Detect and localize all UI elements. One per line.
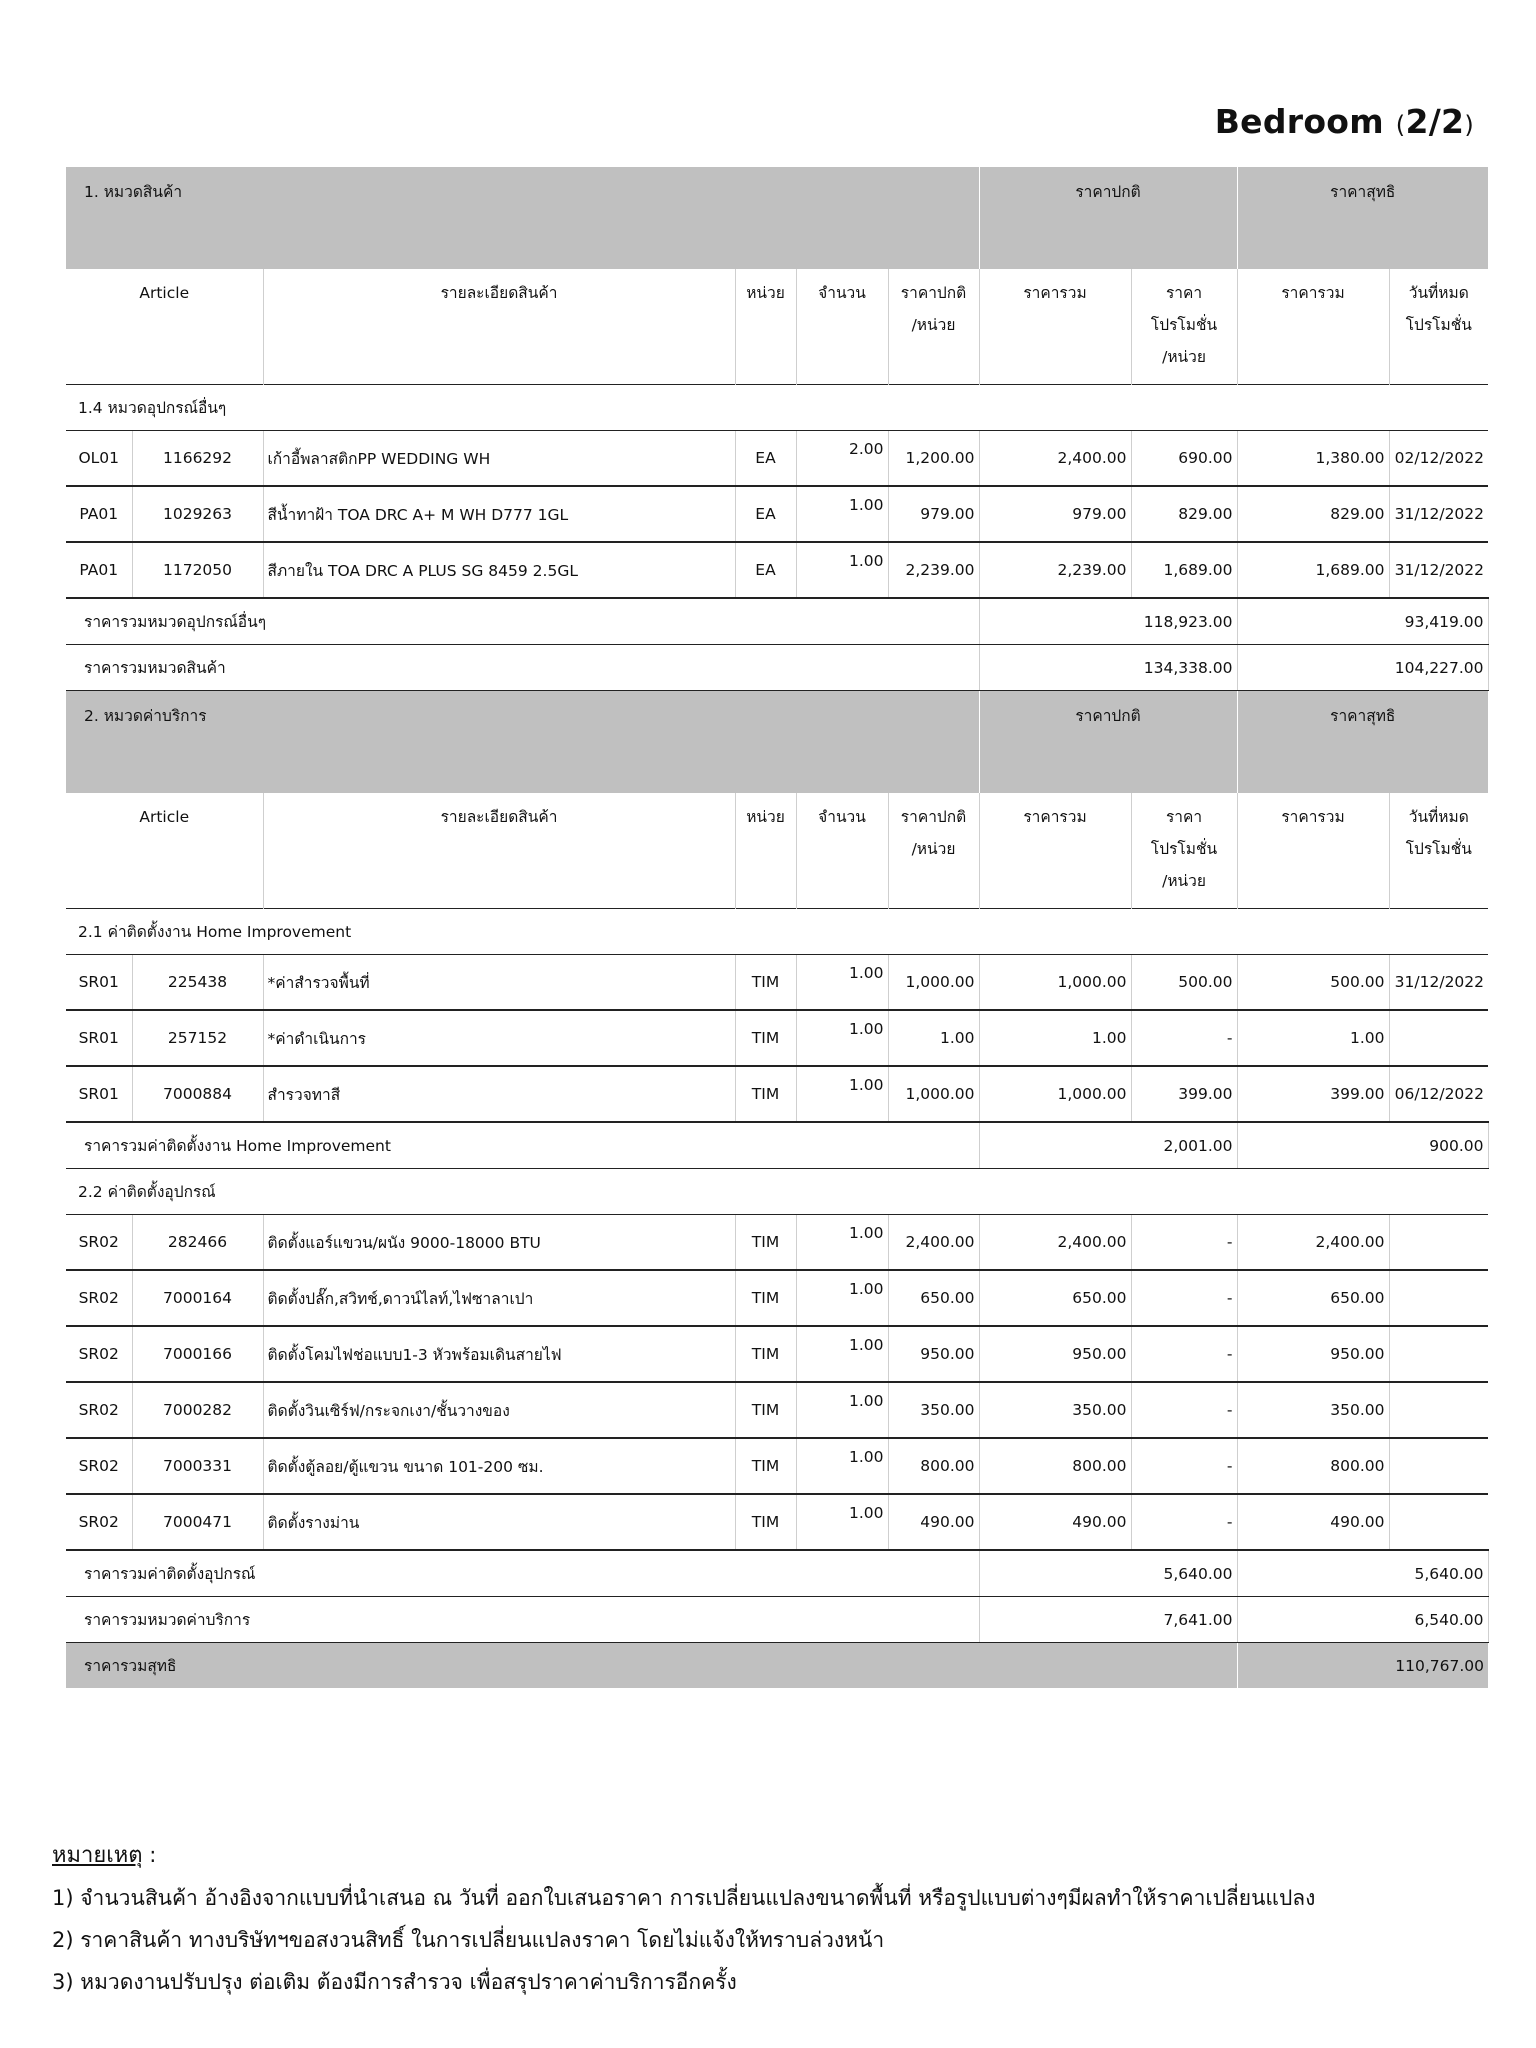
subtotal-row [66, 1550, 1488, 1597]
section-header-row [66, 691, 1488, 794]
row-total: 490.00 [979, 1494, 1131, 1550]
row-unit: TIM [735, 1326, 796, 1382]
table-row [66, 1494, 1488, 1550]
row-unit: EA [735, 486, 796, 542]
description-header: รายละเอียดสินค้า [263, 793, 735, 909]
row-description: สีภายใน TOA DRC A PLUS SG 8459 2.5GL [263, 542, 735, 598]
total-net: 5,640.00 [1237, 1550, 1488, 1597]
note-item: 1) จำนวนสินค้า อ้างอิงจากแบบที่นำเสนอ ณ วันที่ ออกใบเสนอราคา การเปลี่ยนแปลงขนาดพื้นที่ หรือรูปแบบต่างๆมีผลทำให้ราคาเปลี่ยนแปลง [52, 1886, 1316, 1910]
row-unit: TIM [735, 1438, 796, 1494]
promo-price-header: ราคา โปรโมชั่น /หน่วย [1131, 793, 1237, 909]
note-item: 3) หมวดงานปรับปรุง ต่อเติม ต้องมีการสำรวจ เพื่อสรุปราคาค่าบริการอีกครั้ง [52, 1970, 737, 1994]
total-net: 93,419.00 [1237, 598, 1488, 645]
row-promo-total: 950.00 [1237, 1326, 1389, 1382]
row-unit-price: 1,000.00 [888, 955, 979, 1011]
row-description: *ค่าดำเนินการ [263, 1010, 735, 1066]
row-unit-price: 950.00 [888, 1326, 979, 1382]
row-total: 2,239.00 [979, 542, 1131, 598]
row-article: 7000282 [132, 1382, 263, 1438]
row-promo-total: 1.00 [1237, 1010, 1389, 1066]
row-total: 650.00 [979, 1270, 1131, 1326]
grand-total-value: 110,767.00 [1237, 1643, 1488, 1689]
notes-heading: หมายเหตุ [52, 1843, 143, 1868]
column-header-row [66, 793, 1488, 909]
row-description: ติดตั้งวินเซิร์ฟ/กระจกเงา/ชั้นวางของ [263, 1382, 735, 1438]
row-unit: EA [735, 431, 796, 487]
row-total: 979.00 [979, 486, 1131, 542]
grand-total-row [66, 1643, 1488, 1689]
row-code: SR01 [66, 1010, 132, 1066]
net-price-header: ราคาสุทธิ [1237, 167, 1488, 269]
table-row [66, 1215, 1488, 1271]
row-promo-end [1389, 1494, 1488, 1550]
row-quantity: 1.00 [796, 1494, 888, 1550]
row-promo-end: 06/12/2022 [1389, 1066, 1488, 1122]
row-article: 7000471 [132, 1494, 263, 1550]
row-description: ติดตั้งรางม่าน [263, 1494, 735, 1550]
promo-total-header: ราคารวม [1237, 269, 1389, 385]
column-header-row [66, 269, 1488, 385]
section-title: 1. หมวดสินค้า [66, 167, 979, 269]
table-row [66, 1326, 1488, 1382]
total-regular: 134,338.00 [979, 645, 1237, 691]
total-regular: 2,001.00 [979, 1122, 1237, 1169]
row-promo-total: 490.00 [1237, 1494, 1389, 1550]
quotation-table [66, 167, 1488, 1688]
row-unit-price: 800.00 [888, 1438, 979, 1494]
row-promo-price: 399.00 [1131, 1066, 1237, 1122]
row-unit-price: 650.00 [888, 1270, 979, 1326]
row-article: 1029263 [132, 486, 263, 542]
promo-total-header: ราคารวม [1237, 793, 1389, 909]
row-promo-total: 2,400.00 [1237, 1215, 1389, 1271]
row-quantity: 1.00 [796, 542, 888, 598]
subsection-title: 2.2 ค่าติดตั้งอุปกรณ์ [66, 1169, 1488, 1215]
section-total-row [66, 1597, 1488, 1643]
row-unit-price: 979.00 [888, 486, 979, 542]
subsection-title: 1.4 หมวดอุปกรณ์อื่นๆ [66, 385, 1488, 431]
row-unit-price: 1,200.00 [888, 431, 979, 487]
row-unit: TIM [735, 1066, 796, 1122]
note-item: 2) ราคาสินค้า ทางบริษัทฯขอสงวนสิทธิ์ ในการเปลี่ยนแปลงราคา โดยไม่แจ้งให้ทราบล่วงหน้า [52, 1928, 885, 1952]
row-total: 350.00 [979, 1382, 1131, 1438]
description-header: รายละเอียดสินค้า [263, 269, 735, 385]
row-unit: TIM [735, 1382, 796, 1438]
unit-header: หน่วย [735, 793, 796, 909]
row-promo-price: - [1131, 1382, 1237, 1438]
row-article: 7000884 [132, 1066, 263, 1122]
table-row [66, 542, 1488, 598]
row-unit-price: 2,400.00 [888, 1215, 979, 1271]
row-article: 1166292 [132, 431, 263, 487]
row-quantity: 1.00 [796, 1382, 888, 1438]
row-unit-price: 2,239.00 [888, 542, 979, 598]
row-promo-price: - [1131, 1494, 1237, 1550]
row-promo-total: 800.00 [1237, 1438, 1389, 1494]
row-promo-price: 829.00 [1131, 486, 1237, 542]
row-code: PA01 [66, 486, 132, 542]
row-unit-price: 350.00 [888, 1382, 979, 1438]
row-code: SR02 [66, 1494, 132, 1550]
total-regular: 118,923.00 [979, 598, 1237, 645]
row-promo-price: 1,689.00 [1131, 542, 1237, 598]
total-regular: 7,641.00 [979, 1597, 1237, 1643]
row-article: 282466 [132, 1215, 263, 1271]
row-promo-price: - [1131, 1215, 1237, 1271]
notes: หมายเหตุ : 1) จำนวนสินค้า อ้างอิงจากแบบที่นำเสนอ ณ วันที่ ออกใบเสนอราคา การเปลี่ยนแปลงขนาดพื้นที่ หรือรูปแบบต่างๆมีผลทำให้ราคาเปลี่ยนแปลง 2) ราคาสินค้า ทางบริษัทฯขอสงวนสิทธิ์ ในการเปลี่ยนแปลงราคา โดยไม่แจ้งให้ทราบล่วงหน้า 3) หมวดงานปรับปรุง ต่อเติม ต้องมีการสำรวจ เพื่อสรุปราคาค่าบริการอีกครั้ง [52, 1834, 1315, 2003]
total-header: ราคารวม [979, 793, 1131, 909]
row-unit-price: 1.00 [888, 1010, 979, 1066]
row-article: 1172050 [132, 542, 263, 598]
subtotal-row [66, 1122, 1488, 1169]
article-header: Article [139, 808, 190, 826]
net-price-header: ราคาสุทธิ [1237, 691, 1488, 794]
row-article: 225438 [132, 955, 263, 1011]
row-promo-price: - [1131, 1438, 1237, 1494]
row-promo-total: 500.00 [1237, 955, 1389, 1011]
row-total: 1,000.00 [979, 955, 1131, 1011]
row-code: SR01 [66, 1066, 132, 1122]
page-title: Bedroom (2/2) [1214, 102, 1474, 141]
row-unit: TIM [735, 1270, 796, 1326]
article-header: Article [139, 284, 190, 302]
row-quantity: 1.00 [796, 955, 888, 1011]
total-label: ราคารวมค่าติดตั้งอุปกรณ์ [66, 1550, 979, 1597]
regular-price-header: ราคาปกติ [979, 691, 1237, 794]
section-total-row [66, 645, 1488, 691]
section-header-row [66, 167, 1488, 269]
row-code: SR02 [66, 1215, 132, 1271]
unit-price-header: ราคาปกติ /หน่วย [888, 793, 979, 909]
total-regular: 5,640.00 [979, 1550, 1237, 1597]
row-quantity: 1.00 [796, 1010, 888, 1066]
row-total: 950.00 [979, 1326, 1131, 1382]
row-article: 7000166 [132, 1326, 263, 1382]
table-row [66, 1438, 1488, 1494]
table-row [66, 955, 1488, 1011]
row-unit-price: 1,000.00 [888, 1066, 979, 1122]
row-promo-end [1389, 1010, 1488, 1066]
total-label: ราคารวมหมวดอุปกรณ์อื่นๆ [66, 598, 979, 645]
row-total: 1.00 [979, 1010, 1131, 1066]
row-description: ติดตั้งปลั๊ก,สวิทช์,ดาวน์ไลท์,ไฟซาลาเปา [263, 1270, 735, 1326]
row-description: เก้าอี้พลาสติกPP WEDDING WH [263, 431, 735, 487]
row-promo-total: 650.00 [1237, 1270, 1389, 1326]
row-unit: EA [735, 542, 796, 598]
table-row [66, 1010, 1488, 1066]
row-promo-total: 1,380.00 [1237, 431, 1389, 487]
total-net: 900.00 [1237, 1122, 1488, 1169]
row-promo-end [1389, 1326, 1488, 1382]
row-quantity: 1.00 [796, 1215, 888, 1271]
table-row [66, 1382, 1488, 1438]
table-row [66, 1066, 1488, 1122]
row-promo-total: 829.00 [1237, 486, 1389, 542]
row-quantity: 2.00 [796, 431, 888, 487]
row-description: สำรวจทาสี [263, 1066, 735, 1122]
unit-header: หน่วย [735, 269, 796, 385]
row-quantity: 1.00 [796, 1066, 888, 1122]
row-promo-total: 399.00 [1237, 1066, 1389, 1122]
subtotal-row [66, 598, 1488, 645]
row-code: PA01 [66, 542, 132, 598]
row-unit: TIM [735, 1010, 796, 1066]
row-unit: TIM [735, 1215, 796, 1271]
row-quantity: 1.00 [796, 486, 888, 542]
row-unit-price: 490.00 [888, 1494, 979, 1550]
total-net: 6,540.00 [1237, 1597, 1488, 1643]
promo-end-header: วันที่หมด โปรโมชั่น [1389, 269, 1488, 385]
row-promo-end: 31/12/2022 [1389, 955, 1488, 1011]
row-code: SR02 [66, 1382, 132, 1438]
row-total: 800.00 [979, 1438, 1131, 1494]
row-quantity: 1.00 [796, 1438, 888, 1494]
row-promo-end [1389, 1382, 1488, 1438]
row-promo-end [1389, 1438, 1488, 1494]
row-promo-end: 02/12/2022 [1389, 431, 1488, 487]
row-quantity: 1.00 [796, 1270, 888, 1326]
table-row [66, 431, 1488, 487]
total-net: 104,227.00 [1237, 645, 1488, 691]
row-promo-end [1389, 1270, 1488, 1326]
total-label: ราคารวมค่าติดตั้งงาน Home Improvement [66, 1122, 979, 1169]
row-code: SR02 [66, 1326, 132, 1382]
row-description: สีน้ำทาฝ้า TOA DRC A+ M WH D777 1GL [263, 486, 735, 542]
row-promo-end [1389, 1215, 1488, 1271]
row-description: ติดตั้งแอร์แขวน/ผนัง 9000-18000 BTU [263, 1215, 735, 1271]
subsection-title-row [66, 1169, 1488, 1215]
unit-price-header: ราคาปกติ /หน่วย [888, 269, 979, 385]
total-label: ราคารวมหมวดสินค้า [66, 645, 979, 691]
table-row [66, 1270, 1488, 1326]
row-code: OL01 [66, 431, 132, 487]
row-promo-price: - [1131, 1326, 1237, 1382]
grand-total-label: ราคารวมสุทธิ [66, 1643, 1237, 1689]
row-code: SR01 [66, 955, 132, 1011]
section-title: 2. หมวดค่าบริการ [66, 691, 979, 794]
quantity-header: จำนวน [796, 269, 888, 385]
row-quantity: 1.00 [796, 1326, 888, 1382]
table-row [66, 486, 1488, 542]
row-unit: TIM [735, 955, 796, 1011]
regular-price-header: ราคาปกติ [979, 167, 1237, 269]
row-total: 1,000.00 [979, 1066, 1131, 1122]
row-code: SR02 [66, 1270, 132, 1326]
promo-end-header: วันที่หมด โปรโมชั่น [1389, 793, 1488, 909]
row-code: SR02 [66, 1438, 132, 1494]
quantity-header: จำนวน [796, 793, 888, 909]
total-header: ราคารวม [979, 269, 1131, 385]
subsection-title-row [66, 909, 1488, 955]
subsection-title-row [66, 385, 1488, 431]
row-promo-price: 690.00 [1131, 431, 1237, 487]
row-promo-total: 1,689.00 [1237, 542, 1389, 598]
row-total: 2,400.00 [979, 1215, 1131, 1271]
row-promo-end: 31/12/2022 [1389, 542, 1488, 598]
row-article: 7000331 [132, 1438, 263, 1494]
row-article: 257152 [132, 1010, 263, 1066]
row-promo-price: 500.00 [1131, 955, 1237, 1011]
row-promo-total: 350.00 [1237, 1382, 1389, 1438]
row-description: ติดตั้งโคมไฟช่อแบบ1-3 หัวพร้อมเดินสายไฟ [263, 1326, 735, 1382]
row-promo-end: 31/12/2022 [1389, 486, 1488, 542]
promo-price-header: ราคา โปรโมชั่น /หน่วย [1131, 269, 1237, 385]
subsection-title: 2.1 ค่าติดตั้งงาน Home Improvement [66, 909, 1488, 955]
row-promo-price: - [1131, 1010, 1237, 1066]
row-total: 2,400.00 [979, 431, 1131, 487]
total-label: ราคารวมหมวดค่าบริการ [66, 1597, 979, 1643]
row-promo-price: - [1131, 1270, 1237, 1326]
row-description: ติดตั้งตู้ลอย/ตู้แขวน ขนาด 101-200 ซม. [263, 1438, 735, 1494]
row-description: *ค่าสำรวจพื้นที่ [263, 955, 735, 1011]
row-article: 7000164 [132, 1270, 263, 1326]
row-unit: TIM [735, 1494, 796, 1550]
